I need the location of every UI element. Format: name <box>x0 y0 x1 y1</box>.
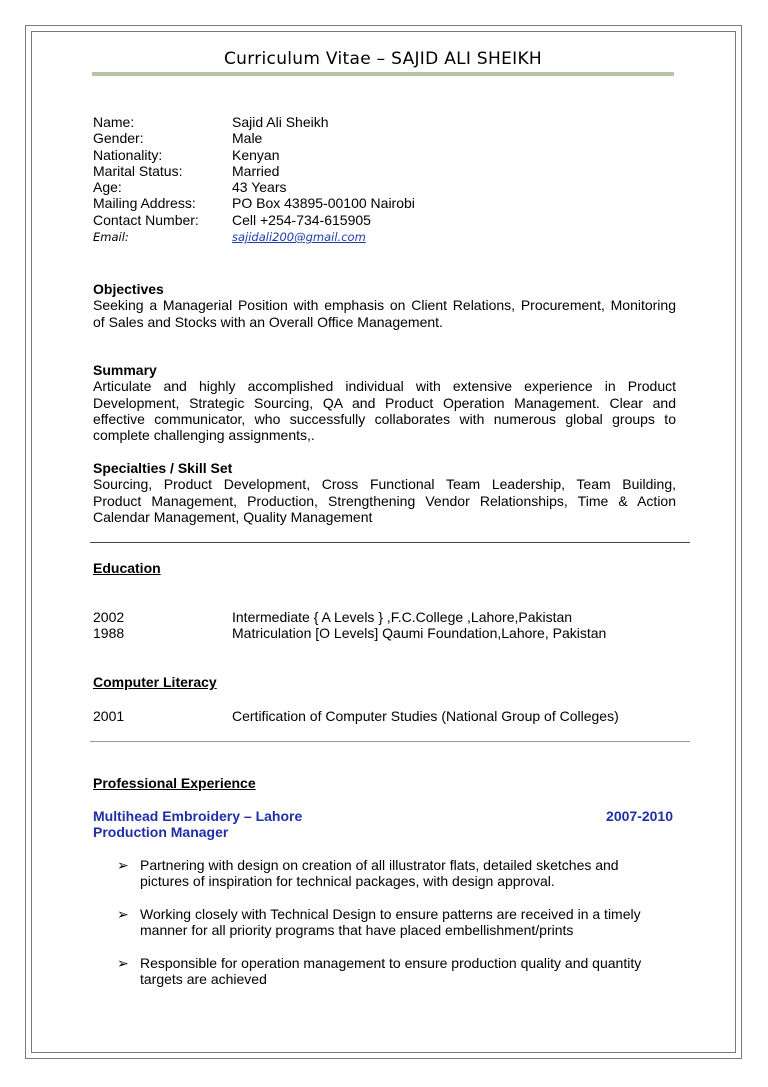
job-role: Production Manager <box>93 824 229 841</box>
education-entry <box>93 625 676 641</box>
section-divider <box>90 542 690 543</box>
detail-value: PO Box 43895-00100 Nairobi <box>232 195 415 212</box>
education-year: 2002 <box>93 609 125 625</box>
detail-value: 43 Years <box>232 179 287 196</box>
bullet-line: Working closely with Technical Design to ensure patterns are received in a timely <box>140 906 641 922</box>
detail-row-nationality <box>93 147 676 163</box>
detail-row-gender <box>93 130 676 146</box>
arrow-bullet-icon: ➢ <box>117 857 129 873</box>
detail-row-contact-number <box>93 212 676 228</box>
summary-line: Articulate and highly accomplished individual with extensive experience in Product <box>93 378 676 395</box>
detail-value: Married <box>232 162 280 179</box>
document-title: Curriculum Vitae – SAJID ALI SHEIKH <box>224 49 542 69</box>
bullet-line: targets are achieved <box>140 971 267 988</box>
detail-row-age <box>93 179 676 195</box>
computer-literacy-detail: Certification of Computer Studies (National Group of Colleges) <box>232 708 619 724</box>
summary-section <box>93 362 676 443</box>
education-heading: Education <box>93 560 161 576</box>
experience-section <box>93 775 676 791</box>
education-section <box>93 560 676 576</box>
skills-heading: Specialties / Skill Set <box>93 460 233 476</box>
detail-value: Cell +254-734-615905 <box>232 211 371 228</box>
job-header <box>93 808 673 841</box>
section-divider <box>90 741 690 742</box>
detail-label: Marital Status: <box>93 162 183 179</box>
detail-label: Nationality: <box>93 146 163 163</box>
summary-line: Development, Strategic Sourcing, QA and Product Operation Management. Clear and <box>93 394 676 411</box>
detail-row-mailing-address <box>93 195 676 211</box>
email-link[interactable]: sajidali200@gmail.com <box>232 230 366 245</box>
job-company-row <box>93 808 673 824</box>
bullet-line: manner for all priority programs that have placed embellishment/prints <box>140 922 574 939</box>
email-label: Email: <box>93 230 129 245</box>
skills-line: Product Management, Production, Strengthening Vendor Relationships, Time & Action <box>93 492 676 509</box>
skills-line: Sourcing, Product Development, Cross Functional Team Leadership, Team Building, <box>93 476 676 493</box>
detail-value: Male <box>232 130 263 147</box>
bullet-line: pictures of inspiration for technical packages, with design approval. <box>140 873 555 890</box>
education-detail: Intermediate { A Levels } ,F.C.College ,Lahore,Pakistan <box>232 609 573 625</box>
detail-label: Name: <box>93 114 135 130</box>
detail-value: Sajid Ali Sheikh <box>232 114 329 130</box>
objectives-section <box>93 281 676 330</box>
job-company: Multihead Embroidery – Lahore <box>93 808 303 824</box>
computer-literacy-entries <box>93 708 676 724</box>
objectives-heading: Objectives <box>93 281 164 297</box>
detail-label: Age: <box>93 179 122 196</box>
objectives-line: Seeking a Managerial Position with emphasis on Client Relations, Procurement, Monitoring <box>93 297 676 314</box>
title-underline <box>92 72 674 76</box>
skills-line: Calendar Management, Quality Management <box>93 508 373 525</box>
experience-heading: Professional Experience <box>93 775 256 791</box>
arrow-bullet-icon: ➢ <box>117 906 129 922</box>
skills-section <box>93 460 676 525</box>
summary-heading: Summary <box>93 362 157 378</box>
personal-details <box>93 114 676 246</box>
detail-row-name <box>93 114 676 130</box>
arrow-bullet-icon: ➢ <box>117 955 129 971</box>
computer-literacy-heading: Computer Literacy <box>93 674 217 690</box>
detail-label: Mailing Address: <box>93 195 196 212</box>
summary-line: effective communicator, who successfully collaborates with numerous global groups to <box>93 410 676 427</box>
bullet-line: Responsible for operation management to ensure production quality and quantity <box>140 955 642 971</box>
bullet-line: Partnering with design on creation of all illustrator flats, detailed sketches and <box>140 857 619 873</box>
education-entries <box>93 609 676 642</box>
education-entry <box>93 609 676 625</box>
detail-label: Contact Number: <box>93 211 199 228</box>
computer-literacy-year: 2001 <box>93 708 125 724</box>
detail-value: Kenyan <box>232 146 280 163</box>
objectives-line: of Sales and Stocks with an Overall Office Management. <box>93 313 443 330</box>
computer-literacy-entry <box>93 708 676 724</box>
detail-label: Gender: <box>93 130 144 147</box>
education-detail: Matriculation [O Levels] Qaumi Foundation,Lahore, Pakistan <box>232 625 607 642</box>
job-period: 2007-2010 <box>606 808 673 824</box>
detail-row-marital-status <box>93 163 676 179</box>
education-year: 1988 <box>93 625 125 642</box>
detail-row-email <box>93 228 676 246</box>
summary-line: complete challenging assignments,. <box>93 427 315 444</box>
computer-literacy-section <box>93 674 676 690</box>
